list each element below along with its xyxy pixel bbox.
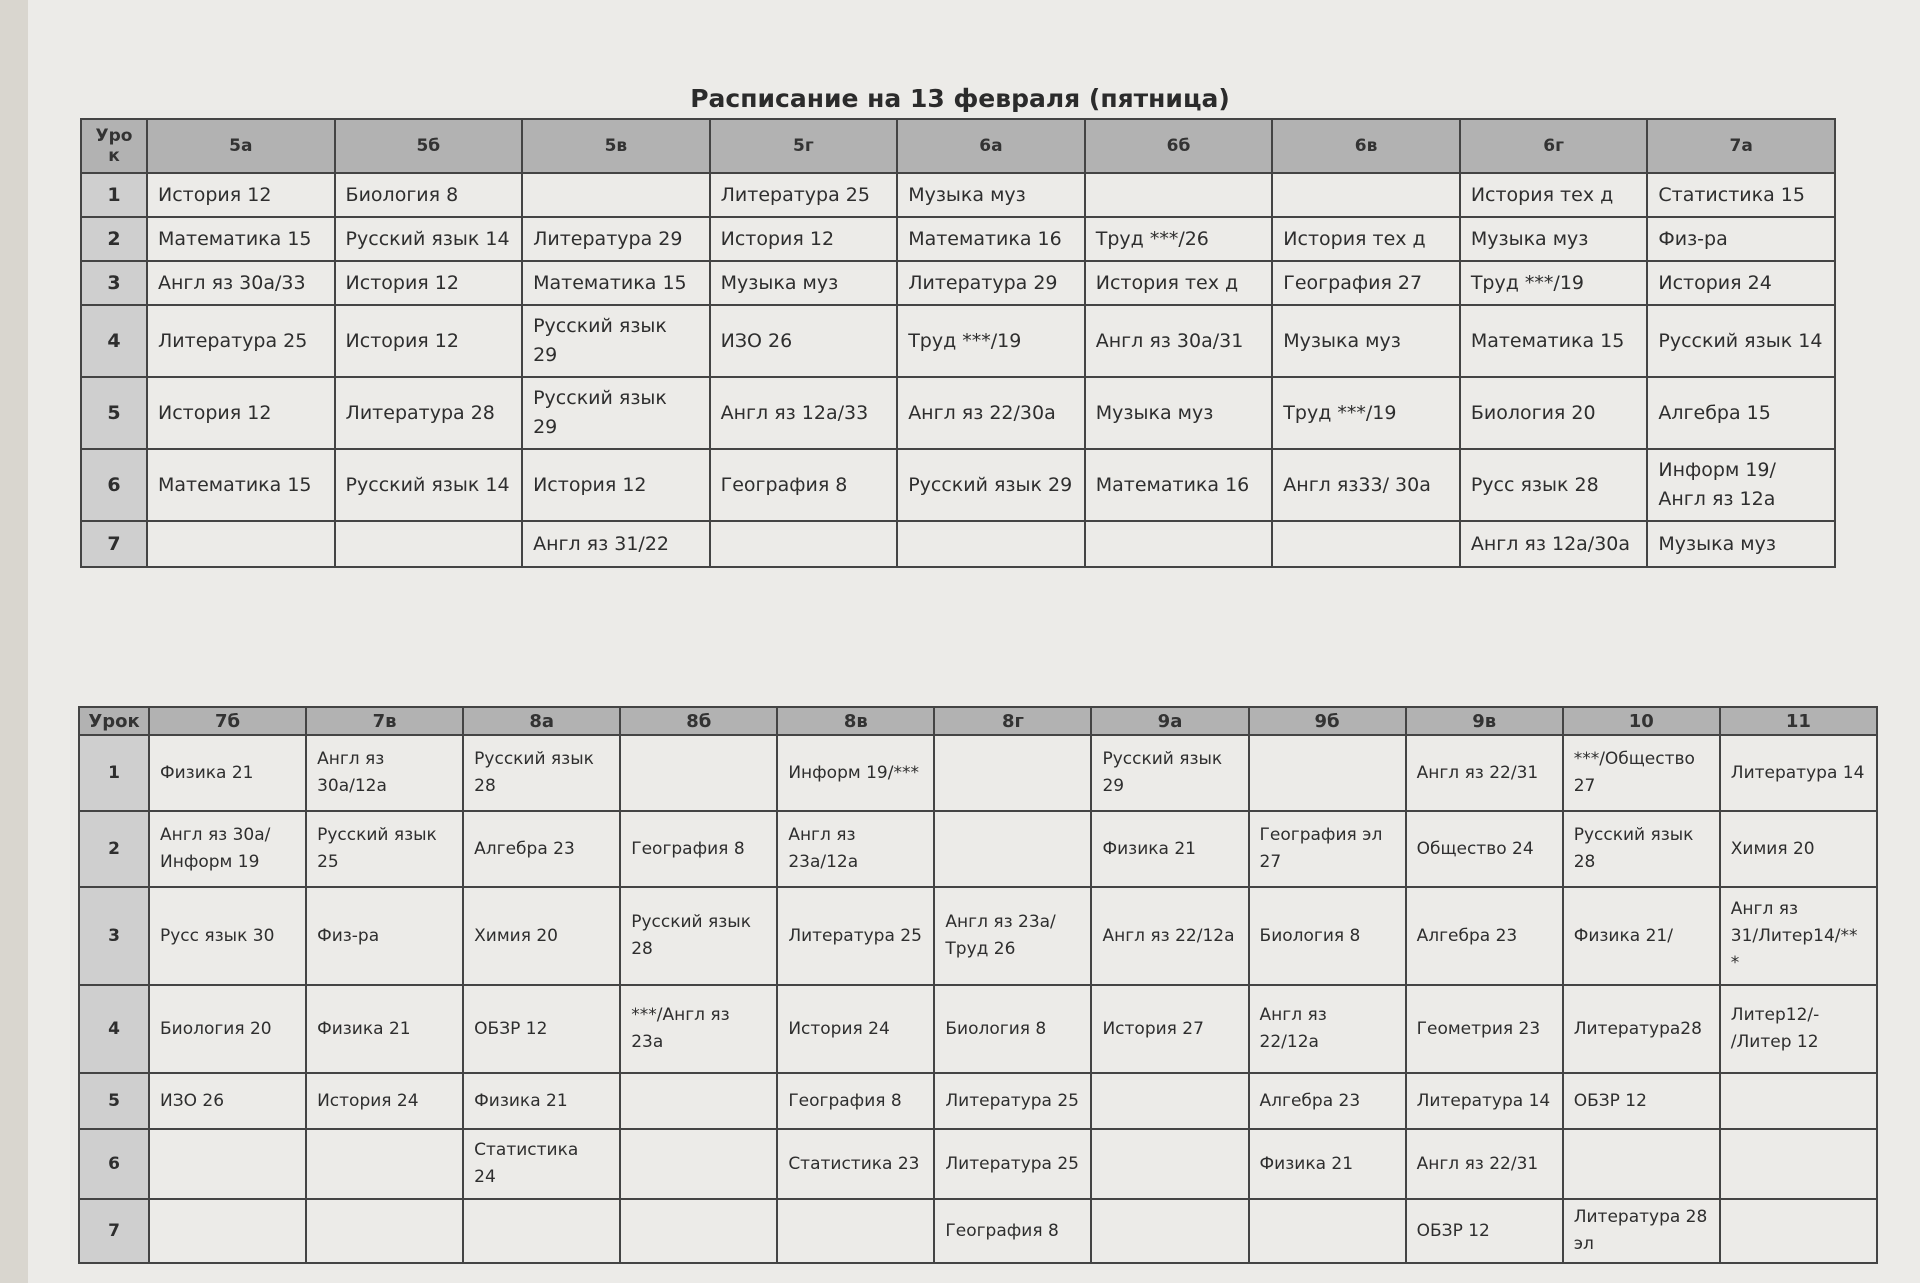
lesson-cell: Биология 8 bbox=[1249, 887, 1406, 985]
lesson-cell: Англ яз 23а/12а bbox=[777, 811, 934, 887]
lesson-cell: Физ-ра bbox=[1647, 217, 1835, 261]
lesson-cell: Музыка муз bbox=[1460, 217, 1648, 261]
lesson-cell: Англ яз 30а/33 bbox=[147, 261, 335, 305]
header-class: 5г bbox=[710, 119, 898, 173]
lesson-cell: ОБЗР 12 bbox=[1563, 1073, 1720, 1129]
lesson-cell bbox=[1720, 1199, 1877, 1263]
lesson-cell: Литература 28 эл bbox=[1563, 1199, 1720, 1263]
lesson-cell: Музыка муз bbox=[1085, 377, 1273, 449]
lesson-cell: История 24 bbox=[1647, 261, 1835, 305]
lesson-cell: Музыка муз bbox=[1272, 305, 1460, 377]
lesson-cell bbox=[1091, 1199, 1248, 1263]
lesson-cell: Алгебра 23 bbox=[1406, 887, 1563, 985]
lesson-cell: Труд ***/19 bbox=[1272, 377, 1460, 449]
lesson-cell: Музыка муз bbox=[710, 261, 898, 305]
header-class: 5б bbox=[335, 119, 523, 173]
lesson-cell: Информ 19/*** bbox=[777, 735, 934, 811]
lesson-cell: Русский язык 29 bbox=[1091, 735, 1248, 811]
lesson-cell: Литература 28 bbox=[335, 377, 523, 449]
lesson-cell: Англ яз 31/22 bbox=[522, 521, 710, 567]
header-class: 8б bbox=[620, 707, 777, 735]
lesson-cell: Труд ***/26 bbox=[1085, 217, 1273, 261]
lesson-row bbox=[79, 1129, 1877, 1199]
header-lesson: Урок bbox=[79, 707, 149, 735]
lesson-cell bbox=[620, 735, 777, 811]
lesson-cell: Русский язык 14 bbox=[335, 449, 523, 521]
lesson-cell: Физика 21 bbox=[306, 985, 463, 1073]
lesson-row bbox=[79, 1199, 1877, 1263]
lesson-row bbox=[81, 377, 1835, 449]
lesson-row bbox=[81, 449, 1835, 521]
lesson-row bbox=[79, 811, 1877, 887]
header-class: 8в bbox=[777, 707, 934, 735]
lesson-number: 3 bbox=[81, 261, 147, 305]
lesson-cell: Труд ***/19 bbox=[1460, 261, 1648, 305]
lesson-cell: Алгебра 15 bbox=[1647, 377, 1835, 449]
lesson-cell: Физика 21 bbox=[463, 1073, 620, 1129]
lesson-cell: Англ яз 30а/31 bbox=[1085, 305, 1273, 377]
lesson-cell: Англ яз 22/31 bbox=[1406, 735, 1563, 811]
header-class: 7в bbox=[306, 707, 463, 735]
lesson-cell: Литература 25 bbox=[710, 173, 898, 217]
lesson-cell bbox=[149, 1199, 306, 1263]
lesson-cell: Литература 25 bbox=[777, 887, 934, 985]
lesson-cell: Физика 21 bbox=[1091, 811, 1248, 887]
lesson-cell bbox=[306, 1199, 463, 1263]
lesson-cell: Литература 29 bbox=[897, 261, 1085, 305]
lesson-number: 5 bbox=[81, 377, 147, 449]
lesson-cell: Математика 15 bbox=[522, 261, 710, 305]
lesson-cell bbox=[620, 1199, 777, 1263]
header-class: 6б bbox=[1085, 119, 1273, 173]
lesson-number: 1 bbox=[79, 735, 149, 811]
lesson-cell: История 24 bbox=[306, 1073, 463, 1129]
lesson-row bbox=[79, 735, 1877, 811]
lesson-cell bbox=[1085, 173, 1273, 217]
lesson-cell: Англ яз 12а/30а bbox=[1460, 521, 1648, 567]
lesson-cell bbox=[934, 735, 1091, 811]
lesson-row bbox=[79, 887, 1877, 985]
lesson-cell: Статистика 23 bbox=[777, 1129, 934, 1199]
header-class: 7б bbox=[149, 707, 306, 735]
header-class: 5в bbox=[522, 119, 710, 173]
lesson-cell bbox=[777, 1199, 934, 1263]
lesson-cell bbox=[1563, 1129, 1720, 1199]
lesson-cell: Литер12/- /Литер 12 bbox=[1720, 985, 1877, 1073]
schedule-table-bottom bbox=[78, 706, 1878, 1264]
lesson-cell: История 12 bbox=[710, 217, 898, 261]
lesson-cell: География 8 bbox=[620, 811, 777, 887]
lesson-cell: Математика 16 bbox=[897, 217, 1085, 261]
lesson-cell: География 8 bbox=[710, 449, 898, 521]
lesson-cell: Музыка муз bbox=[1647, 521, 1835, 567]
lesson-cell: Алгебра 23 bbox=[1249, 1073, 1406, 1129]
lesson-cell bbox=[620, 1129, 777, 1199]
header-class: 7а bbox=[1647, 119, 1835, 173]
lesson-cell: История 27 bbox=[1091, 985, 1248, 1073]
header-class: 9б bbox=[1249, 707, 1406, 735]
lesson-cell bbox=[335, 521, 523, 567]
header-class: 8а bbox=[463, 707, 620, 735]
lesson-cell bbox=[1272, 521, 1460, 567]
lesson-number: 2 bbox=[79, 811, 149, 887]
lesson-cell: Геометрия 23 bbox=[1406, 985, 1563, 1073]
lesson-cell: ИЗО 26 bbox=[710, 305, 898, 377]
lesson-cell: Физика 21 bbox=[1249, 1129, 1406, 1199]
lesson-cell bbox=[1720, 1073, 1877, 1129]
lesson-cell: Литература 14 bbox=[1406, 1073, 1563, 1129]
lesson-row bbox=[81, 261, 1835, 305]
lesson-cell bbox=[1249, 735, 1406, 811]
lesson-cell: История тех д bbox=[1085, 261, 1273, 305]
lesson-number: 4 bbox=[81, 305, 147, 377]
lesson-cell: Англ яз 22/12а bbox=[1091, 887, 1248, 985]
lesson-cell: Англ яз 31/Литер14/** * bbox=[1720, 887, 1877, 985]
lesson-cell: Англ яз33/ 30а bbox=[1272, 449, 1460, 521]
lesson-cell: История 24 bbox=[777, 985, 934, 1073]
lesson-cell: История 12 bbox=[335, 305, 523, 377]
lesson-cell: Англ яз 23а/ Труд 26 bbox=[934, 887, 1091, 985]
lesson-cell: Биология 20 bbox=[1460, 377, 1648, 449]
lesson-cell: Биология 20 bbox=[149, 985, 306, 1073]
lesson-cell: Литература 29 bbox=[522, 217, 710, 261]
lesson-cell bbox=[1085, 521, 1273, 567]
lesson-number: 6 bbox=[79, 1129, 149, 1199]
header-class: 11 bbox=[1720, 707, 1877, 735]
lesson-cell: Математика 16 bbox=[1085, 449, 1273, 521]
lesson-cell bbox=[1091, 1129, 1248, 1199]
header-class: 6а bbox=[897, 119, 1085, 173]
lesson-cell: ОБЗР 12 bbox=[1406, 1199, 1563, 1263]
lesson-cell bbox=[522, 173, 710, 217]
header-row bbox=[79, 707, 1877, 735]
lesson-cell bbox=[1249, 1199, 1406, 1263]
table-body bbox=[81, 173, 1835, 567]
lesson-cell: Биология 8 bbox=[934, 985, 1091, 1073]
lesson-cell: Математика 15 bbox=[147, 217, 335, 261]
lesson-number: 1 bbox=[81, 173, 147, 217]
lesson-cell: География 8 bbox=[777, 1073, 934, 1129]
lesson-number: 7 bbox=[79, 1199, 149, 1263]
lesson-cell: Алгебра 23 bbox=[463, 811, 620, 887]
lesson-cell: История тех д bbox=[1272, 217, 1460, 261]
lesson-cell bbox=[620, 1073, 777, 1129]
lesson-row bbox=[81, 521, 1835, 567]
lesson-row bbox=[81, 173, 1835, 217]
lesson-number: 2 bbox=[81, 217, 147, 261]
lesson-cell: История тех д bbox=[1460, 173, 1648, 217]
lesson-cell: ИЗО 26 bbox=[149, 1073, 306, 1129]
lesson-cell: Русский язык 29 bbox=[522, 305, 710, 377]
lesson-cell: История 12 bbox=[147, 173, 335, 217]
page-title: Расписание на 13 февраля (пятница) bbox=[690, 84, 1230, 113]
lesson-cell: Физика 21/ bbox=[1563, 887, 1720, 985]
lesson-cell: Русский язык 14 bbox=[335, 217, 523, 261]
lesson-cell: Русский язык 25 bbox=[306, 811, 463, 887]
lesson-cell: Музыка муз bbox=[897, 173, 1085, 217]
lesson-number: 5 bbox=[79, 1073, 149, 1129]
lesson-cell: Статистика 24 bbox=[463, 1129, 620, 1199]
lesson-cell: Русский язык 28 bbox=[463, 735, 620, 811]
header-class: 9в bbox=[1406, 707, 1563, 735]
lesson-cell: Англ яз 30а/12а bbox=[306, 735, 463, 811]
lesson-cell: Русский язык 14 bbox=[1647, 305, 1835, 377]
lesson-cell: Статистика 15 bbox=[1647, 173, 1835, 217]
lesson-cell: Русский язык 28 bbox=[1563, 811, 1720, 887]
lesson-cell: География эл 27 bbox=[1249, 811, 1406, 887]
schedule-table-top bbox=[80, 118, 1836, 568]
header-class: 8г bbox=[934, 707, 1091, 735]
lesson-row bbox=[79, 1073, 1877, 1129]
lesson-cell: Общество 24 bbox=[1406, 811, 1563, 887]
lesson-cell: География 27 bbox=[1272, 261, 1460, 305]
header-class: 6г bbox=[1460, 119, 1648, 173]
lesson-cell: ОБЗР 12 bbox=[463, 985, 620, 1073]
table-body bbox=[79, 735, 1877, 1263]
lesson-cell: Русский язык 28 bbox=[620, 887, 777, 985]
lesson-cell: Литература 25 bbox=[934, 1073, 1091, 1129]
lesson-row bbox=[79, 985, 1877, 1073]
lesson-cell: Русский язык 29 bbox=[522, 377, 710, 449]
lesson-cell: Литература 25 bbox=[934, 1129, 1091, 1199]
lesson-cell: Литература 25 bbox=[147, 305, 335, 377]
lesson-cell: Химия 20 bbox=[1720, 811, 1877, 887]
lesson-row bbox=[81, 217, 1835, 261]
lesson-row bbox=[81, 305, 1835, 377]
lesson-cell bbox=[1272, 173, 1460, 217]
lesson-number: 3 bbox=[79, 887, 149, 985]
lesson-cell bbox=[710, 521, 898, 567]
lesson-cell: Англ яз 22/31 bbox=[1406, 1129, 1563, 1199]
lesson-cell: Англ яз 22/30а bbox=[897, 377, 1085, 449]
lesson-cell: Труд ***/19 bbox=[897, 305, 1085, 377]
lesson-cell: Англ яз 12а/33 bbox=[710, 377, 898, 449]
lesson-cell bbox=[306, 1129, 463, 1199]
lesson-cell: География 8 bbox=[934, 1199, 1091, 1263]
lesson-cell: История 12 bbox=[147, 377, 335, 449]
lesson-cell: Русский язык 29 bbox=[897, 449, 1085, 521]
lesson-cell: Литература 14 bbox=[1720, 735, 1877, 811]
lesson-cell: Русс язык 30 bbox=[149, 887, 306, 985]
lesson-cell bbox=[1091, 1073, 1248, 1129]
header-class: 9а bbox=[1091, 707, 1248, 735]
lesson-cell: История 12 bbox=[522, 449, 710, 521]
lesson-cell bbox=[934, 811, 1091, 887]
lesson-cell: История 12 bbox=[335, 261, 523, 305]
lesson-cell: Русс язык 28 bbox=[1460, 449, 1648, 521]
header-lesson: Урок bbox=[81, 119, 147, 173]
lesson-cell bbox=[463, 1199, 620, 1263]
header-class: 6в bbox=[1272, 119, 1460, 173]
lesson-cell: Математика 15 bbox=[147, 449, 335, 521]
lesson-cell bbox=[897, 521, 1085, 567]
header-class: 5а bbox=[147, 119, 335, 173]
header-row bbox=[81, 119, 1835, 173]
lesson-cell: ***/Англ яз 23а bbox=[620, 985, 777, 1073]
lesson-cell: ***/Общество 27 bbox=[1563, 735, 1720, 811]
lesson-number: 6 bbox=[81, 449, 147, 521]
lesson-number: 4 bbox=[79, 985, 149, 1073]
lesson-cell: Математика 15 bbox=[1460, 305, 1648, 377]
lesson-cell bbox=[1720, 1129, 1877, 1199]
lesson-cell bbox=[147, 521, 335, 567]
lesson-cell: Англ яз 30а/ Информ 19 bbox=[149, 811, 306, 887]
lesson-cell: Химия 20 bbox=[463, 887, 620, 985]
lesson-cell: Англ яз 22/12а bbox=[1249, 985, 1406, 1073]
lesson-cell: Физика 21 bbox=[149, 735, 306, 811]
lesson-cell: Биология 8 bbox=[335, 173, 523, 217]
lesson-cell: Литература28 bbox=[1563, 985, 1720, 1073]
lesson-cell: Физ-ра bbox=[306, 887, 463, 985]
lesson-number: 7 bbox=[81, 521, 147, 567]
header-class: 10 bbox=[1563, 707, 1720, 735]
lesson-cell: Информ 19/ Англ яз 12а bbox=[1647, 449, 1835, 521]
lesson-cell bbox=[149, 1129, 306, 1199]
